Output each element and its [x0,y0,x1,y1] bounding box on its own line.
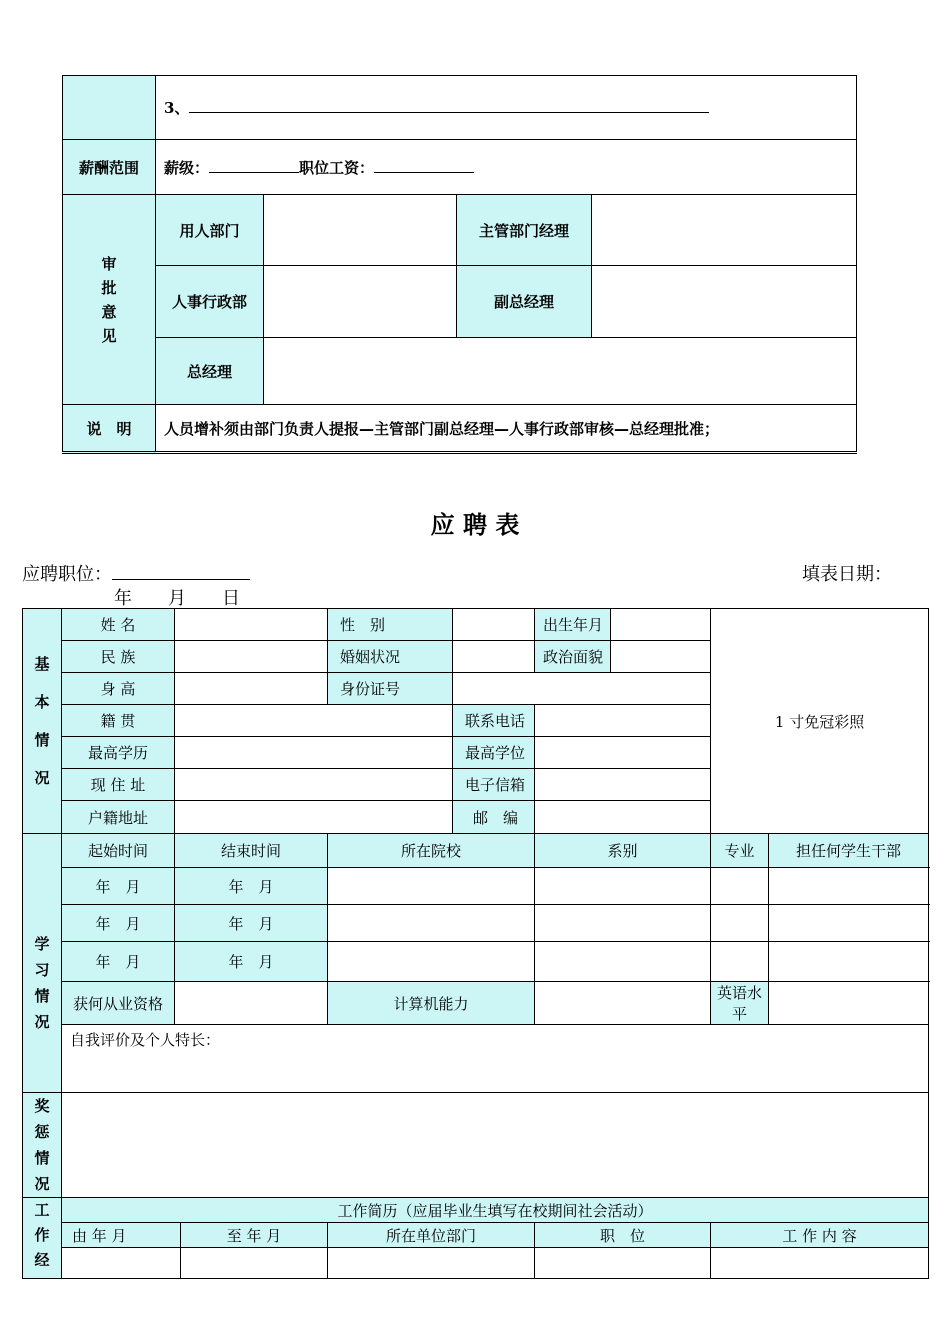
salary-range-label: 薪酬范围 [63,140,156,195]
self-evaluation-field[interactable] [62,1025,929,1093]
major-field[interactable] [711,942,769,982]
basic-char: 情 [34,731,50,749]
fill-date-value[interactable]: 年 月 日 [114,588,240,609]
birth-field[interactable] [611,609,711,641]
edu-field[interactable] [175,737,453,769]
study-char: 情 [34,987,50,1005]
position-line [22,560,250,586]
blank-label-cell [63,76,156,140]
major-field[interactable] [711,905,769,942]
basic-char: 基 [34,655,50,673]
school-field[interactable] [328,905,535,942]
photo-box[interactable]: 1 寸免冠彩照 [711,609,929,834]
work-header: 工 作 内 容 [711,1223,929,1248]
work-from-field[interactable] [62,1248,181,1279]
cadre-field[interactable] [769,868,929,905]
department-field[interactable] [535,942,711,982]
department-field[interactable] [535,905,711,942]
basic-char: 本 [34,693,50,711]
height-label: 身 高 [62,673,175,705]
work-header: 至 年 月 [181,1223,328,1248]
work-char: 作 [34,1226,50,1244]
phone-field[interactable] [535,705,711,737]
study-header: 担任何学生干部 [769,834,929,868]
reward-char: 惩 [34,1123,50,1141]
name-field[interactable] [175,609,328,641]
id-label: 身份证号 [328,673,453,705]
end-ym[interactable]: 年 月 [175,868,328,905]
hukou-field[interactable] [175,801,453,834]
marital-label: 婚姻状况 [328,641,453,673]
end-ym[interactable]: 年 月 [175,942,328,982]
application-form-table [22,608,929,1279]
salary-grade-label: 薪级： [164,158,210,177]
fill-date-label: 填表日期： [802,564,892,585]
address-label: 现 住 址 [62,769,175,801]
postcode-label: 邮 编 [453,801,535,834]
phone-label: 联系电话 [453,705,535,737]
approval-form-table [62,75,857,454]
work-content-field[interactable] [711,1248,929,1279]
degree-label: 最高学位 [453,737,535,769]
name-label: 姓 名 [62,609,175,641]
study-header: 系别 [535,834,711,868]
position-pay-input[interactable] [374,158,474,173]
basic-section-label [23,609,62,834]
reward-char: 情 [34,1149,50,1167]
ethnicity-field[interactable] [175,641,328,673]
study-header: 起始时间 [62,834,175,868]
study-char: 学 [34,935,50,953]
hiring-dept-label: 用人部门 [156,195,264,266]
marital-field[interactable] [453,641,535,673]
vice-gm-field[interactable] [592,266,857,338]
study-header: 结束时间 [175,834,328,868]
study-section-label [23,834,62,1093]
start-ym[interactable]: 年 月 [62,868,175,905]
work-section-label [23,1198,62,1279]
supervisor-manager-field[interactable] [592,195,857,266]
item3-input-line[interactable] [189,98,709,113]
work-char: 经 [34,1251,50,1269]
study-header: 所在院校 [328,834,535,868]
email-field[interactable] [535,769,711,801]
political-label: 政治面貌 [535,641,611,673]
cadre-field[interactable] [769,942,929,982]
gm-label: 总经理 [156,338,264,405]
hiring-dept-field[interactable] [264,195,457,266]
approval-char: 见 [101,326,117,345]
reward-field[interactable] [62,1093,929,1198]
work-unit-field[interactable] [328,1248,535,1279]
edu-label: 最高学历 [62,737,175,769]
position-label: 应聘职位： [22,564,112,585]
reward-section-label [23,1093,62,1198]
hr-admin-field[interactable] [264,266,457,338]
end-ym[interactable]: 年 月 [175,905,328,942]
cadre-field[interactable] [769,905,929,942]
hr-admin-label: 人事行政部 [156,266,264,338]
position-input[interactable] [112,563,250,580]
qualification-field[interactable] [175,982,328,1025]
native-label: 籍 贯 [62,705,175,737]
computer-field[interactable] [535,982,711,1025]
note-label: 说 明 [63,405,156,453]
note-text: 人员增补须由部门负责人提报—主管部门副总经理—人事行政部审核—总经理批准； [156,405,857,453]
basic-char: 况 [34,769,50,787]
study-header: 专业 [711,834,769,868]
english-label: 英语水平 [711,982,769,1025]
height-field[interactable] [175,673,328,705]
hukou-label: 户籍地址 [62,801,175,834]
gm-field[interactable] [264,338,857,405]
ethnicity-label: 民 族 [62,641,175,673]
start-ym[interactable]: 年 月 [62,905,175,942]
approval-char: 审 [101,254,117,273]
address-field[interactable] [175,769,453,801]
native-field[interactable] [175,705,453,737]
gender-field[interactable] [453,609,535,641]
qualification-label: 获何从业资格 [62,982,175,1025]
birth-label: 出生年月 [535,609,611,641]
position-pay-label: 职位工资： [299,158,375,177]
study-char: 况 [34,1013,50,1031]
work-header: 由 年 月 [62,1223,181,1248]
start-ym[interactable]: 年 月 [62,942,175,982]
vice-gm-label: 副总经理 [457,266,592,338]
work-char: 工 [34,1201,50,1219]
computer-label: 计算机能力 [328,982,535,1025]
gender-label: 性 别 [328,609,453,641]
item3-label: 3、 [164,99,190,117]
school-field[interactable] [328,868,535,905]
work-header: 所在单位部门 [328,1223,535,1248]
work-to-field[interactable] [181,1248,328,1279]
email-label: 电子信箱 [453,769,535,801]
application-title: 应 聘 表 [430,510,520,539]
reward-char: 况 [34,1175,50,1193]
english-field[interactable] [769,982,929,1025]
id-field[interactable] [453,673,711,705]
supervisor-manager-label: 主管部门经理 [457,195,592,266]
degree-field[interactable] [535,737,711,769]
approval-char: 意 [101,302,117,321]
work-history-title: 工作简历（应届毕业生填写在校期间社会活动） [62,1198,929,1223]
self-evaluation-label: 自我评价及个人特长： [70,1031,221,1049]
postcode-field[interactable] [535,801,711,834]
salary-grade-input[interactable] [209,158,299,173]
political-field[interactable] [611,641,711,673]
approval-opinion-label [63,195,156,405]
department-field[interactable] [535,868,711,905]
major-field[interactable] [711,868,769,905]
work-header: 职 位 [535,1223,711,1248]
school-field[interactable] [328,942,535,982]
study-char: 习 [34,961,50,979]
reward-char: 奖 [34,1097,50,1115]
work-position-field[interactable] [535,1248,711,1279]
approval-char: 批 [101,278,117,297]
